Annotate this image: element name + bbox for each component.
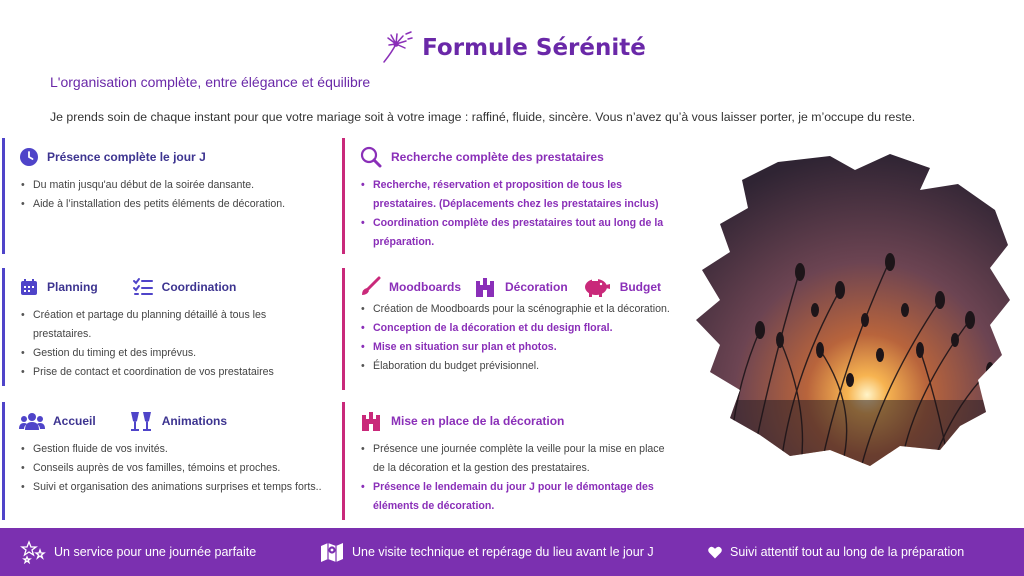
list-item: • Coordination complète des prestataires tout au long de la préparation. bbox=[359, 214, 672, 252]
footer-item-suivi bbox=[708, 545, 964, 559]
card-coordination-title: Coordination bbox=[161, 280, 237, 294]
list-item: • Suivi et organisation des animations surprises et temps forts.. bbox=[19, 478, 322, 497]
list-item: • Gestion du timing et des imprévus. bbox=[19, 344, 312, 363]
card-moodboards-list bbox=[359, 300, 672, 376]
stars-icon bbox=[20, 540, 46, 564]
card-budget-title: Budget bbox=[619, 280, 662, 294]
list-item: • Création de Moodboards pour la scénographie et la décoration. bbox=[359, 300, 672, 319]
card-accueil-title: Accueil bbox=[53, 414, 96, 428]
card-planning bbox=[2, 268, 322, 386]
list-item: • Présence le lendemain du jour J pour le démontage des éléments de décoration. bbox=[359, 478, 672, 516]
card-accueil bbox=[2, 402, 332, 520]
footer-item-service-label: Un service pour une journée parfaite bbox=[54, 545, 257, 559]
footer-item-service bbox=[20, 540, 256, 564]
card-miseenplace-list bbox=[359, 440, 672, 516]
list-item: • Conseils auprès de vos familles, témoins et proches. bbox=[19, 459, 322, 478]
paintbrush-icon bbox=[359, 276, 381, 298]
page-subtitle: L'organisation complète, entre élégance et équilibre bbox=[50, 74, 371, 90]
footer-bar bbox=[0, 528, 1024, 576]
card-decoration-title: Décoration bbox=[505, 280, 568, 294]
page-header bbox=[0, 30, 1024, 66]
piggy-bank-icon bbox=[582, 276, 612, 298]
card-recherche-title: Recherche complète des prestataires bbox=[391, 150, 604, 164]
list-item: • Conception de la décoration et du design floral. bbox=[359, 319, 672, 338]
calendar-icon bbox=[19, 277, 39, 297]
list-item: • Du matin jusqu'au début de la soirée dansante. bbox=[19, 176, 312, 195]
card-moodboards-title: Moodboards bbox=[389, 280, 461, 294]
list-item: • Gestion fluide de vos invités. bbox=[19, 440, 322, 459]
castle-icon bbox=[359, 409, 383, 433]
card-planning-list bbox=[19, 306, 312, 382]
card-presence-list bbox=[19, 176, 312, 214]
list-item: • Élaboration du budget prévisionnel. bbox=[359, 357, 672, 376]
list-item: • Aide à l’installation des petits éléments de décoration. bbox=[19, 195, 312, 214]
checklist-icon bbox=[132, 277, 154, 297]
card-moodboards bbox=[342, 268, 682, 390]
card-recherche bbox=[342, 138, 682, 254]
list-item: • Prise de contact et coordination de vos prestataires bbox=[19, 363, 312, 382]
map-pin-icon bbox=[320, 541, 344, 563]
card-animations-title: Animations bbox=[161, 414, 228, 428]
footer-item-visite bbox=[320, 541, 654, 563]
champagne-icon bbox=[128, 410, 154, 432]
card-presence-title: Présence complète le jour J bbox=[47, 150, 206, 164]
card-accueil-list bbox=[19, 440, 322, 497]
footer-item-suivi-label: Suivi attentif tout au long de la préparation bbox=[730, 545, 965, 559]
card-presence bbox=[2, 138, 322, 254]
castle-icon bbox=[473, 275, 497, 299]
search-icon bbox=[359, 145, 383, 169]
list-item: • Recherche, réservation et proposition de tous les prestataires. (Déplacements chez les prestataires inclus) bbox=[359, 176, 672, 214]
heart-icon bbox=[708, 546, 722, 559]
list-item: • Mise en situation sur plan et photos. bbox=[359, 338, 672, 357]
card-miseenplace-title: Mise en place de la décoration bbox=[391, 414, 565, 428]
page-title: Formule Sérénité bbox=[422, 35, 646, 61]
card-miseenplace bbox=[342, 402, 682, 520]
clock-icon bbox=[19, 147, 39, 167]
footer-item-visite-label: Une visite technique et repérage du lieu avant le jour J bbox=[352, 545, 654, 559]
card-recherche-list bbox=[359, 176, 672, 252]
sunset-photo bbox=[690, 150, 1012, 472]
dandelion-icon bbox=[378, 30, 414, 66]
intro-text: Je prends soin de chaque instant pour que votre mariage soit à votre image : raffiné, fluide, sincère. Vous n’avez qu’à vous laisser porter, je m’occupe du reste. bbox=[50, 110, 916, 124]
card-planning-title: Planning bbox=[47, 280, 98, 294]
list-item: • Présence une journée complète la veille pour la mise en place de la décoration et la gestion des prestataires. bbox=[359, 440, 672, 478]
list-item: • Création et partage du planning détaillé à tous les prestataires. bbox=[19, 306, 312, 344]
users-icon bbox=[19, 411, 45, 431]
